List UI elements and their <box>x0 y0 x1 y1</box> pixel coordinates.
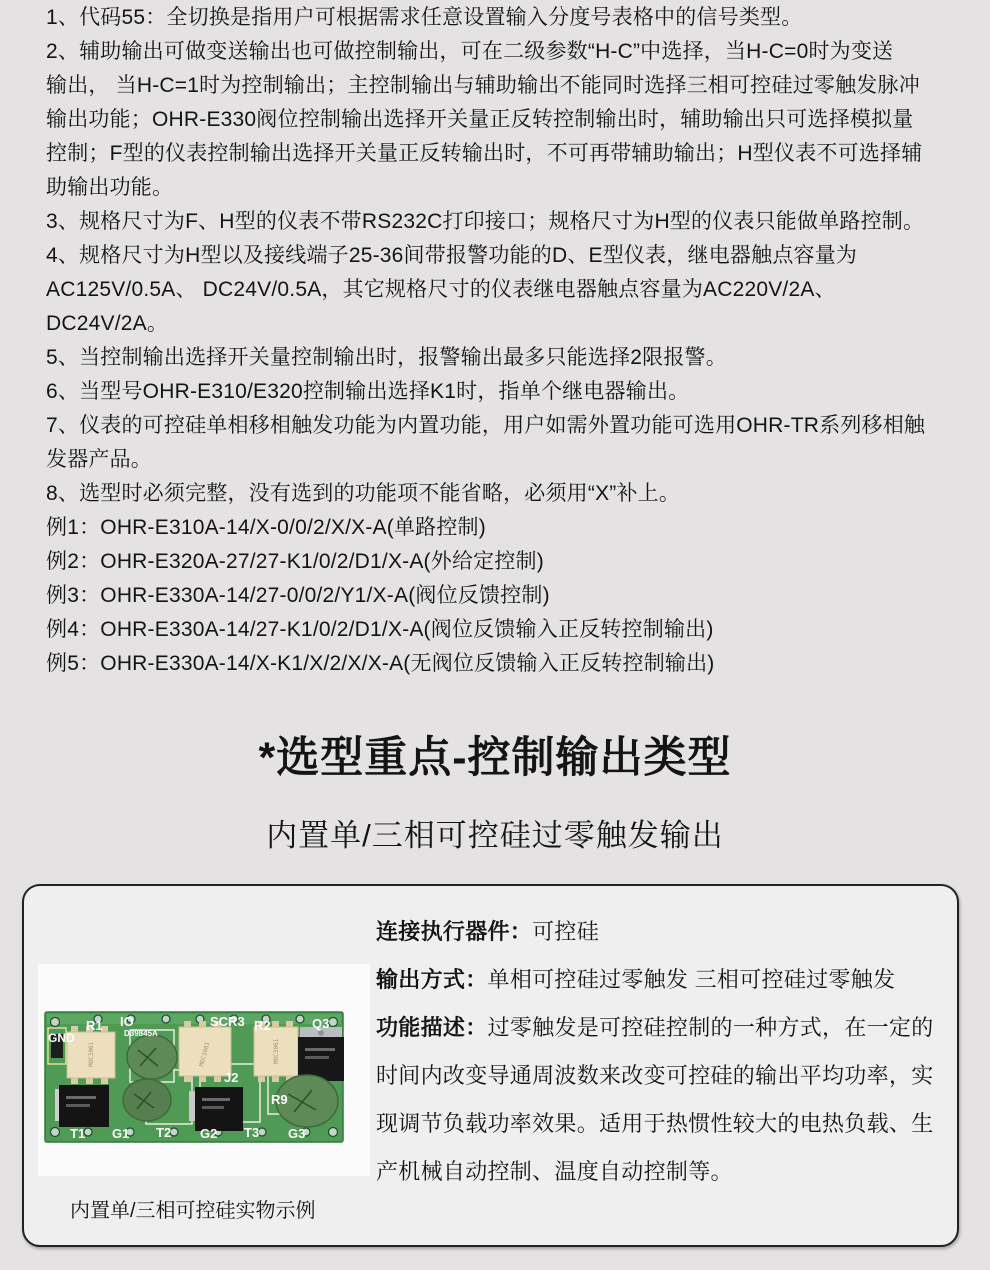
note-line: 助输出功能。 <box>46 176 174 199</box>
pcb-label-j2: J2 <box>224 1070 239 1085</box>
pcb-label-t2: T2 <box>156 1125 172 1140</box>
note-line: 6、当型号OHR-E310/E320控制输出选择K1时，指单个继电器输出。 <box>46 380 690 403</box>
svg-text:MOC3061: MOC3061 <box>198 1041 212 1068</box>
transistor-2 <box>189 1087 243 1131</box>
note-line: 控制；F型的仪表控制输出选择开关量正反转输出时，不可再带辅助输出；H型仪表不可选择辅 <box>46 142 923 165</box>
spec-label: 输出方式： <box>376 967 488 992</box>
note-line: 2、辅助输出可做变送输出也可做控制输出，可在二级参数“H-C”中选择，当H-C=0时为变送 <box>46 40 894 63</box>
note-line: 7、仪表的可控硅单相移相触发功能为内置功能，用户如需外置功能可选用OHR-TR系列移相触 <box>46 414 926 437</box>
photo-caption: 内置单/三相可控硅实物示例 <box>70 1200 316 1222</box>
pcb-label-t3: T3 <box>244 1125 260 1140</box>
spec-label: 功能描述： <box>376 1015 488 1040</box>
note-line: 例1：OHR-E310A-14/X-0/0/2/X/X-A(单路控制) <box>46 516 486 539</box>
spec-line <box>376 1004 954 1196</box>
spec-value: 可控硅 <box>532 919 600 944</box>
section-subtitle: 内置单/三相可控硅过零触发输出 <box>266 818 724 853</box>
notes-list <box>46 1 925 681</box>
note-line: 例3：OHR-E330A-14/27-0/0/2/Y1/X-A(阀位反馈控制) <box>46 584 550 607</box>
pcb-label-t1: T1 <box>70 1126 86 1141</box>
note-line: 1、代码55：全切换是指用户可根据需求任意设置输入分度号表格中的信号类型。 <box>46 6 803 29</box>
product-card <box>22 884 959 1247</box>
pcb-label-g1: G1 <box>112 1126 130 1141</box>
pcb-label-scr3: SCR3 <box>210 1014 245 1029</box>
note-line: 3、规格尺寸为F、H型的仪表不带RS232C打印接口；规格尺寸为H型的仪表只能做单路控制。 <box>46 210 925 233</box>
note-line: 8、选型时必须完整，没有选到的功能项不能省略，必须用“X”补上。 <box>46 482 681 505</box>
spec-value: 单相可控硅过零触发 三相可控硅过零触发 <box>487 967 896 992</box>
pcb-label-q3: Q3 <box>312 1016 330 1031</box>
note-line: AC125V/0.5A、 DC24V/0.5A，其它规格尺寸的仪表继电器触点容量为AC220V/2A、 <box>46 278 836 301</box>
svg-text:MOC3061: MOC3061 <box>88 1041 95 1067</box>
pcb-label-io: IO <box>120 1014 134 1029</box>
note-line: 输出， 当H-C=1时为控制输出；主控制输出与辅助输出不能同时选择三相可控硅过零触发脉冲 <box>46 74 920 97</box>
note-line: 4、规格尺寸为H型以及接线端子25-36间带报警功能的D、E型仪表，继电器触点容量为 <box>46 244 858 267</box>
pcb-label-d39845a: D39845A <box>124 1029 158 1038</box>
spec-list <box>376 908 954 1196</box>
spec-line <box>376 956 954 1004</box>
spec-line <box>376 908 954 956</box>
transistor-3-to220 <box>298 1027 344 1081</box>
section-title: *选型重点-控制输出类型 <box>258 734 732 782</box>
note-line: 5、当控制输出选择开关量控制输出时，报警输出最多只能选择2限报警。 <box>46 346 727 369</box>
pcb-board-image <box>38 964 370 1176</box>
note-line: 例2：OHR-E320A-27/27-K1/0/2/D1/X-A(外给定控制) <box>46 550 544 573</box>
note-line: DC24V/2A。 <box>46 312 169 335</box>
note-line: 发器产品。 <box>46 448 152 471</box>
note-line: 例4：OHR-E330A-14/27-K1/0/2/D1/X-A(阀位反馈输入正反转控制输出) <box>46 618 714 641</box>
spec-label: 连接执行器件： <box>376 919 533 944</box>
transistor-1 <box>55 1085 109 1127</box>
spec-value: 过零触发是可控硅控制的一种方式，在一定的时间内改变导通周波数来改变可控硅的输出平均功率，实现调节负载功率效果。适用于热惯性较大的电热负载、生产机械自动控制、温度自动控制等。 <box>376 1015 934 1184</box>
pcb-label-g2: G2 <box>200 1126 218 1141</box>
pcb-label-r2: R2 <box>254 1018 271 1033</box>
note-line: 输出功能；OHR-E330阀位控制输出选择开关量正反转控制输出时，辅助输出只可选择模拟量 <box>46 108 914 131</box>
pcb-label-gnd: GND <box>48 1031 75 1045</box>
pcb-photo <box>38 964 370 1176</box>
pcb-label-r9: R9 <box>271 1092 288 1107</box>
pcb-label-r1: R1 <box>86 1018 103 1033</box>
svg-text:MOC3061: MOC3061 <box>273 1038 280 1064</box>
pcb-label-g3: G3 <box>288 1126 306 1141</box>
note-line: 例5：OHR-E330A-14/X-K1/X/2/X/X-A(无阀位反馈输入正反转控制输出) <box>46 652 715 675</box>
